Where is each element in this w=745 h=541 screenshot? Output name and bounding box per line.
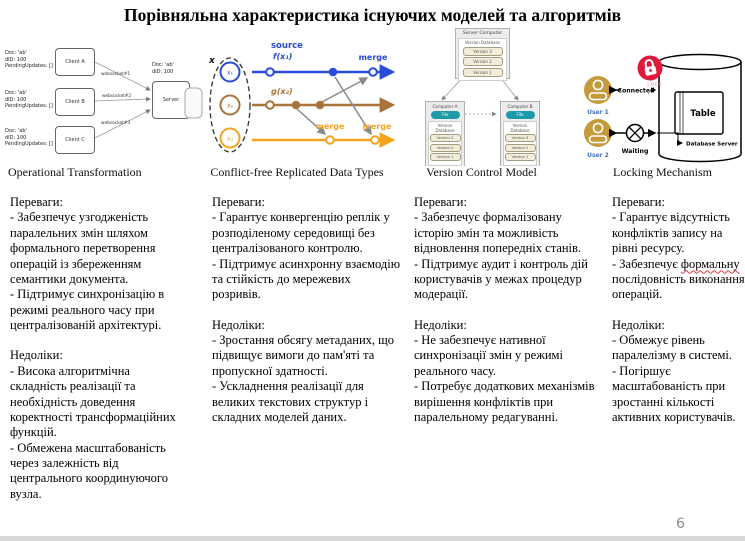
crdt-merge-label: merge bbox=[358, 53, 388, 62]
advantages-label: Переваги: bbox=[612, 195, 665, 209]
column-crdt-text bbox=[212, 195, 402, 425]
crdt-element-x1-label: x₁ bbox=[227, 69, 233, 77]
crdt-diagram bbox=[183, 36, 405, 164]
disadvantage-item: - Зростання обсягу метаданих, що підвищує вимоги до пам'яті та пропускної здатності. bbox=[212, 333, 395, 378]
vcs-computer-b-box bbox=[500, 101, 540, 166]
crdt-source-label: source bbox=[271, 41, 303, 51]
spellcheck-squiggle-word: формальну bbox=[680, 256, 740, 271]
user2-label: User 2 bbox=[587, 152, 609, 159]
crdt-cut-box bbox=[185, 88, 202, 118]
ot-client-b-box: Client B bbox=[55, 88, 95, 116]
advantages-label: Переваги: bbox=[414, 195, 467, 209]
caption-crdt: Conflict-free Replicated Data Types bbox=[210, 165, 384, 179]
ot-arrow-label: websocket#1 bbox=[101, 72, 131, 77]
user2-icon bbox=[584, 119, 612, 147]
locking-diagram bbox=[562, 40, 745, 168]
vcs-computer-a-title: Computer A bbox=[432, 104, 458, 109]
crdt-merge-label: merge bbox=[315, 122, 345, 131]
ot-client-a-box: Client A bbox=[55, 48, 95, 76]
table-label: Table bbox=[690, 109, 716, 119]
disadvantage-item: - Ускладнення реалізації для великих текстових структур і складних моделей даних. bbox=[212, 379, 369, 424]
user1-label: User 1 bbox=[587, 109, 609, 116]
vcs-computer-b-title: Computer B bbox=[507, 104, 533, 109]
crdt-op-dot bbox=[292, 101, 301, 110]
vcs-version-pill: Version 1 bbox=[505, 153, 536, 161]
ot-arrow-label: websocket#2 bbox=[102, 94, 132, 99]
disadvantage-item: - Обмежена масштабованість через залежність від центрального координуючого вузла. bbox=[10, 440, 168, 501]
version-control-diagram bbox=[418, 26, 545, 166]
vcs-version-pill: Version 1 bbox=[430, 153, 461, 161]
disadvantage-item: - Погіршує масштабованість при зростанні кількості активних користувачів. bbox=[612, 363, 736, 424]
advantages-label: Переваги: bbox=[10, 195, 63, 209]
vcs-version-pill: Version 3 bbox=[430, 134, 461, 142]
disadvantage-item: - Потребує додаткових механізмів вирішення конфліктів при паралельному редагуванні. bbox=[414, 379, 595, 424]
crdt-set-label: x bbox=[209, 56, 215, 66]
crdt-op-ring bbox=[266, 101, 274, 109]
vcs-computer-a-db: Version Database Version 3 Version 2 Version 1 bbox=[428, 121, 462, 166]
crdt-element-x2-label: x₂ bbox=[227, 102, 233, 110]
advantage-item: - Гарантує відсутність конфліктів запису на рівні ресурсу. bbox=[612, 210, 730, 256]
caption-version-control: Version Control Model bbox=[426, 165, 537, 179]
disadvantage-item: - Обмежує рівень паралелізму в системі. bbox=[612, 333, 733, 363]
database-server-label: Database Server bbox=[686, 141, 738, 148]
advantage-item: - Гарантує конвергенцію реплік у розподіленому середовищі без централізованого контролю. bbox=[212, 210, 390, 256]
vcs-version-pill: Version 3 bbox=[463, 47, 503, 56]
column-ot-text bbox=[10, 195, 188, 502]
disadvantage-item: - Не забезпечує нативної синхронізації змін у режимі реального часу. bbox=[414, 333, 563, 378]
vcs-file-pill: File bbox=[431, 111, 460, 119]
advantage-item: - Підтримує аудит і контроль дій користувачів у межах процедур модерації. bbox=[414, 256, 588, 302]
crdt-cross-arrow bbox=[322, 78, 367, 102]
disadvantages-label: Недоліки: bbox=[414, 317, 467, 332]
crdt-merge-ring-blue bbox=[369, 68, 377, 76]
lock-label: LOCK bbox=[647, 82, 663, 87]
user1-icon bbox=[584, 76, 612, 104]
crdt-op-ring bbox=[266, 68, 274, 76]
column-locking-text bbox=[612, 195, 745, 425]
vcs-computer-b-db: Version Database Version 3 Version 2 Version 1 bbox=[503, 121, 537, 166]
crdt-op-dot bbox=[329, 68, 338, 77]
vcs-version-pill: Version 2 bbox=[463, 57, 503, 66]
blocked-icon bbox=[627, 125, 644, 142]
advantage-item: - Забезпечує узгодженість паралельних змін шляхом формального перетворення операцій із збереженням семантики документа. bbox=[10, 210, 156, 286]
ot-client-c-box: Client C bbox=[55, 126, 95, 154]
vcs-file-pill: File bbox=[506, 111, 535, 119]
ot-server-box: Server bbox=[152, 81, 190, 119]
waiting-label: Waiting bbox=[621, 148, 649, 155]
page-number: 6 bbox=[676, 516, 685, 532]
disadvantages-label: Недоліки: bbox=[10, 348, 63, 363]
caption-operational-transformation: Operational Transformation bbox=[8, 165, 142, 179]
crdt-g-label: g(x₂) bbox=[271, 87, 293, 96]
crdt-op-dot bbox=[316, 101, 325, 110]
vcs-computer-a-box bbox=[425, 101, 465, 166]
ot-client-note: Doc: 'ab' dID: 100 PendingUpdates: [] bbox=[5, 128, 53, 147]
advantage-item: - Забезпечує формалізовану історію змін та можливість відновлення попередніх станів. bbox=[414, 210, 582, 256]
crdt-merge-label: merge bbox=[362, 122, 392, 131]
database-cylinder-top bbox=[659, 55, 741, 70]
vcs-version-pill: Version 3 bbox=[505, 134, 536, 142]
disadvantages-label: Недоліки: bbox=[612, 317, 665, 332]
ot-diagram bbox=[5, 40, 190, 164]
crdt-element-x3-label: x₃ bbox=[227, 135, 233, 143]
ot-client-note: Doc: 'ab' dID: 100 PendingUpdates: [] bbox=[5, 50, 53, 69]
connected-label: Connected bbox=[617, 87, 655, 95]
disadvantages-label: Недоліки: bbox=[212, 317, 265, 332]
ot-server-note: Doc: 'ab' dID: 100 bbox=[152, 62, 174, 75]
disadvantage-item: - Висока алгоритмічна складність реалізації та необхідність доведення коректності трансформаційних функцій. bbox=[10, 363, 176, 440]
vcs-version-pill: Version 2 bbox=[505, 144, 536, 152]
crdt-f-label: f(x₁) bbox=[273, 52, 293, 61]
advantage-item: - Підтримує синхронізацію в режимі реального часу при централізованій архітектурі. bbox=[10, 287, 165, 332]
vcs-server-db: Version Database Version 3 Version 2 Version 1 bbox=[458, 38, 507, 81]
ot-arrow-label: websocket#3 bbox=[101, 121, 131, 126]
vcs-version-pill: Version 1 bbox=[463, 68, 503, 77]
slide-title: Порівняльна характеристика існуючих моделей та алгоритмів bbox=[123, 5, 622, 25]
vcs-version-pill: Version 2 bbox=[430, 144, 461, 152]
advantages-label: Переваги: bbox=[212, 195, 265, 209]
bottom-edge-strip bbox=[0, 536, 745, 541]
column-vcs-text bbox=[414, 195, 596, 425]
advantage-item: - Підтримує асинхронну взаємодію та стійкість до мережевих розривів. bbox=[212, 256, 401, 302]
caption-locking: Locking Mechanism bbox=[613, 165, 712, 179]
crdt-merge-ring-orange bbox=[326, 136, 334, 144]
advantage-item: - Забезпечує формальну послідовність виконання операцій. bbox=[612, 256, 745, 302]
ot-client-note: Doc: 'ab' dID: 100 PendingUpdates: [] bbox=[5, 90, 53, 109]
vcs-server-box bbox=[455, 28, 510, 79]
crdt-merge-ring-orange bbox=[371, 136, 379, 144]
vcs-server-title: Server Computer bbox=[462, 31, 503, 36]
